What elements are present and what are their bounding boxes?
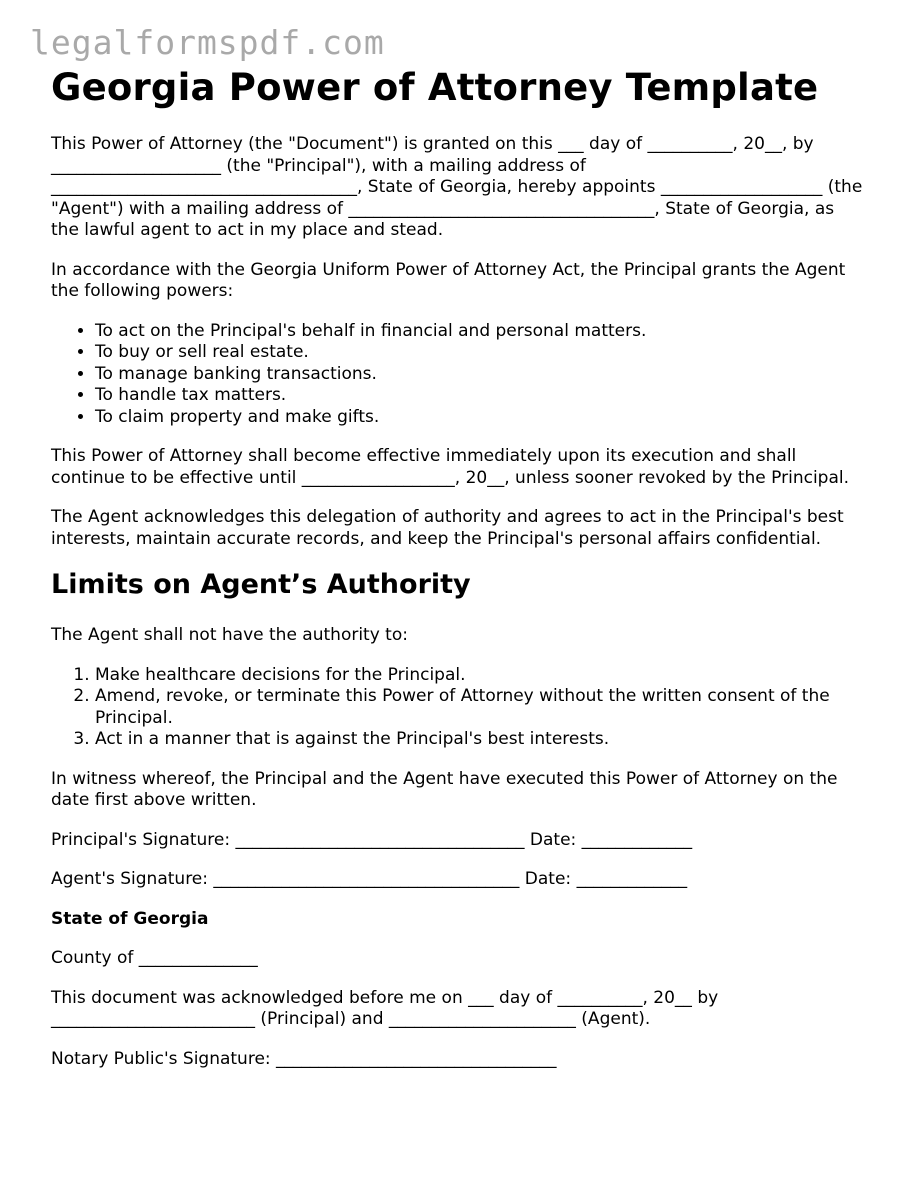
notary-paragraph: This document was acknowledged before me on ___ day of __________, 20__ by ________________________ (Principal) and ______________________ (Agent). [51, 987, 719, 1029]
document-title: Georgia Power of Attorney Template [51, 66, 819, 109]
watermark-text: legalformspdf.com [30, 23, 385, 62]
county-line: County of ______________ [51, 948, 258, 968]
witness-paragraph: In witness whereof, the Principal and the Agent have executed this Power of Attorney on the date first above written. [51, 768, 838, 810]
limit-item: 1. Make healthcare decisions for the Principal. [95, 665, 866, 687]
limits-intro: The Agent shall not have the authority to: [51, 625, 408, 645]
limit-item: 2. Amend, revoke, or terminate this Power of Attorney without the written consent of the Principal. [95, 686, 866, 729]
power-item: • To claim property and make gifts. [95, 407, 866, 429]
principal-signature-line: Principal's Signature: __________________________________ Date: _____________ [51, 829, 693, 850]
limit-item: 3. Act in a manner that is against the Principal's best interests. [95, 729, 866, 751]
document-body [51, 66, 866, 1088]
powers-list [51, 321, 866, 429]
powers-intro: In accordance with the Georgia Uniform Power of Attorney Act, the Principal grants the Agent the following powers: [51, 259, 846, 301]
state-heading: State of Georgia [51, 908, 209, 929]
limits-list [51, 665, 866, 751]
agent-signature-line: Agent's Signature: ____________________________________ Date: _____________ [51, 869, 688, 889]
limits-heading: Limits on Agent’s Authority [51, 569, 471, 600]
power-item: • To manage banking transactions. [95, 364, 866, 386]
acknowledge-paragraph: The Agent acknowledges this delegation of authority and agrees to act in the Principal's best interests, maintain accurate records, and keep the Principal's personal affairs confidential. [51, 507, 844, 549]
notary-signature-line: Notary Public's Signature: _________________________________ [51, 1048, 557, 1069]
power-item: • To buy or sell real estate. [95, 342, 866, 364]
power-item: • To act on the Principal's behalf in financial and personal matters. [95, 321, 866, 343]
intro-paragraph: This Power of Attorney (the "Document") is granted on this ___ day of __________, 20__, by ____________________ (the "Principal"), with a mailing address of ____________________________________, State of Georgia, hereby appoints ___________________ (the "Agent") with a mailing address of ____________________________________, State of Georgia, as the lawful agent to act in my place and stead. [51, 134, 863, 240]
effective-paragraph: This Power of Attorney shall become effective immediately upon its execution and shall continue to be effective until __________________, 20__, unless sooner revoked by the Principal. [51, 446, 850, 488]
power-item: • To handle tax matters. [95, 385, 866, 407]
